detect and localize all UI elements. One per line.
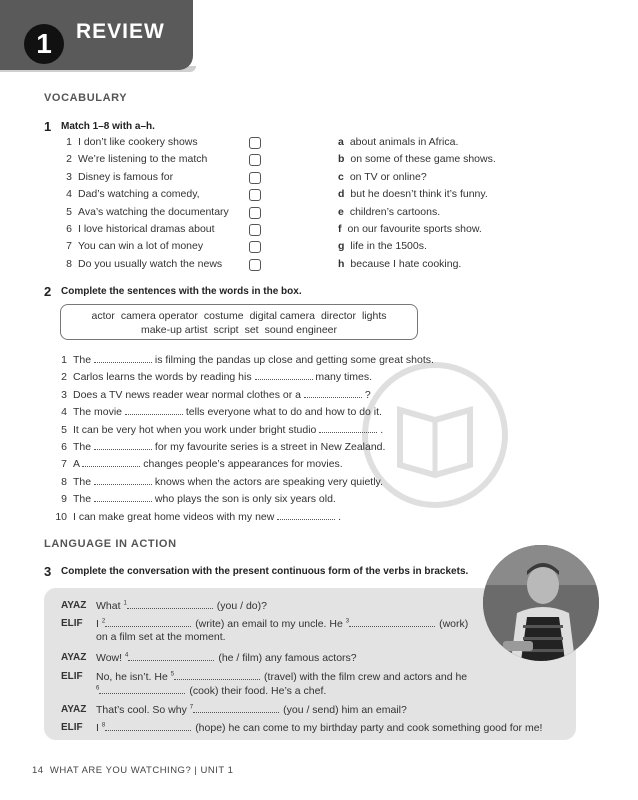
conversation-line-continued bbox=[96, 684, 326, 697]
item-letter: g bbox=[338, 240, 345, 253]
box-word: director bbox=[320, 310, 356, 322]
match-left-item bbox=[60, 171, 173, 183]
conversation-line bbox=[96, 617, 468, 630]
line-text: What bbox=[96, 600, 124, 612]
line-text: Wow! bbox=[96, 652, 125, 664]
answer-checkbox[interactable] bbox=[249, 189, 261, 201]
answer-checkbox[interactable] bbox=[249, 172, 261, 184]
sentence-after: for my favourite series is a street in New Zealand. bbox=[152, 441, 386, 453]
line-text: (write) an email to my uncle. He bbox=[195, 618, 346, 630]
box-word: make-up artist bbox=[140, 324, 208, 336]
sentence-after: . bbox=[335, 510, 342, 523]
box-word: costume bbox=[203, 310, 244, 322]
match-left-item bbox=[60, 240, 203, 252]
sentence-item bbox=[53, 388, 371, 401]
box-word: sound engineer bbox=[264, 324, 338, 336]
gap-number: 3 bbox=[345, 618, 350, 625]
match-right-item bbox=[338, 136, 458, 148]
answer-blank[interactable] bbox=[174, 670, 260, 680]
line-text: (work) bbox=[439, 618, 469, 630]
sentence-item bbox=[53, 457, 343, 470]
exercise-2-instruction: Complete the sentences with the words in the box. bbox=[61, 286, 302, 297]
sentence-item bbox=[53, 405, 382, 418]
answer-blank[interactable] bbox=[125, 405, 183, 415]
answer-blank[interactable] bbox=[319, 423, 377, 433]
sentence-after: . bbox=[377, 423, 384, 436]
box-word: actor bbox=[91, 310, 115, 322]
answer-checkbox[interactable] bbox=[249, 137, 261, 149]
word-box-row-2 bbox=[61, 323, 417, 337]
item-number: 1 bbox=[61, 354, 67, 366]
conversation-line bbox=[96, 703, 407, 716]
exercise-3-instruction: Complete the conversation with the present continuous form of the verbs in brackets. bbox=[61, 566, 469, 577]
line-text: (he / film) any famous actors? bbox=[218, 652, 357, 664]
item-text: Do you usually watch the news bbox=[78, 257, 223, 270]
answer-blank[interactable] bbox=[94, 492, 152, 502]
item-letter: d bbox=[338, 188, 345, 201]
sentence-item bbox=[53, 510, 341, 523]
match-left-item bbox=[60, 206, 229, 218]
line-text: (hope) he can come to my birthday party and cook something good for me! bbox=[195, 722, 543, 734]
exercise-1-instruction: Match 1–8 with a–h. bbox=[61, 121, 155, 132]
item-letter: h bbox=[338, 257, 345, 270]
match-right-item bbox=[338, 188, 488, 200]
item-text: I don’t like cookery shows bbox=[78, 136, 198, 148]
sentence-before: I can make great home videos with my new bbox=[73, 510, 278, 523]
item-number: 10 bbox=[55, 510, 67, 523]
sentence-before: The movie bbox=[73, 406, 125, 419]
item-number: 3 bbox=[61, 388, 67, 401]
item-text: on our favourite sports show. bbox=[347, 223, 482, 235]
item-text: Ava’s watching the documentary bbox=[78, 205, 229, 218]
line-text: (you / do)? bbox=[216, 600, 267, 612]
item-text: You can win a lot of money bbox=[78, 240, 204, 253]
box-word: script bbox=[213, 324, 239, 336]
gap-number: 4 bbox=[124, 652, 129, 659]
box-word: digital camera bbox=[249, 310, 315, 322]
match-right-item bbox=[338, 206, 440, 218]
item-number: 8 bbox=[61, 475, 67, 488]
sentence-after: many times. bbox=[312, 371, 373, 384]
item-text: about animals in Africa. bbox=[349, 136, 459, 148]
speaker-name: AYAZ bbox=[61, 600, 87, 611]
item-number: 7 bbox=[61, 458, 67, 471]
sentence-before: The bbox=[73, 441, 95, 453]
item-letter: e bbox=[338, 205, 344, 218]
item-text: on TV or online? bbox=[349, 170, 427, 183]
line-text: I bbox=[96, 618, 102, 630]
match-left-item bbox=[60, 258, 222, 270]
match-right-item bbox=[338, 223, 482, 235]
sentence-before: It can be very hot when you work under bright studio bbox=[73, 423, 320, 436]
answer-blank[interactable] bbox=[304, 388, 362, 398]
match-left-item bbox=[60, 223, 215, 235]
conversation-line bbox=[96, 721, 542, 734]
conversation-line bbox=[96, 670, 467, 683]
item-number: 7 bbox=[66, 240, 72, 253]
sentence-after: is filming the pandas up close and getting some great shots. bbox=[152, 354, 434, 366]
item-letter: a bbox=[338, 136, 344, 148]
item-text: on some of these game shows. bbox=[350, 153, 496, 166]
item-number: 9 bbox=[61, 493, 67, 506]
sentence-after: who plays the son is only six years old. bbox=[152, 493, 336, 506]
answer-blank[interactable] bbox=[105, 617, 191, 627]
sentence-item bbox=[53, 370, 372, 383]
vocabulary-heading: VOCABULARY bbox=[44, 92, 128, 104]
line-text: (cook) their food. He’s a chef. bbox=[189, 685, 327, 697]
sentence-after: changes people’s appearances for movies. bbox=[140, 458, 343, 471]
footer-text: WHAT ARE YOU WATCHING? | UNIT 1 bbox=[49, 765, 234, 776]
item-number: 4 bbox=[61, 406, 67, 419]
answer-blank[interactable] bbox=[99, 684, 185, 694]
answer-blank[interactable] bbox=[94, 353, 152, 363]
box-word: set bbox=[244, 324, 259, 336]
gap-number: 2 bbox=[101, 618, 106, 625]
match-left-item bbox=[60, 136, 198, 148]
sentence-before: The bbox=[73, 493, 95, 506]
unit-number: 1 bbox=[24, 24, 64, 64]
item-number: 2 bbox=[61, 371, 67, 384]
answer-blank[interactable] bbox=[105, 721, 191, 731]
line-text: That’s cool. So why bbox=[96, 704, 190, 716]
box-word: lights bbox=[361, 310, 387, 322]
item-letter: c bbox=[338, 170, 344, 183]
answer-blank[interactable] bbox=[193, 703, 279, 713]
line-text: No, he isn’t. He bbox=[96, 671, 171, 683]
word-box bbox=[60, 304, 418, 340]
line-text: (travel) with the film crew and actors and he bbox=[264, 671, 468, 683]
item-number: 6 bbox=[66, 223, 72, 235]
item-letter: b bbox=[338, 153, 345, 166]
item-number: 6 bbox=[61, 441, 67, 453]
item-text: because I hate cooking. bbox=[350, 257, 462, 270]
answer-blank[interactable] bbox=[349, 617, 435, 627]
exercise-3-number: 3 bbox=[44, 564, 52, 579]
answer-checkbox[interactable] bbox=[249, 259, 261, 271]
sentence-before: The bbox=[73, 475, 95, 488]
item-number: 5 bbox=[61, 423, 67, 436]
conversation-line-continued: on a film set at the moment. bbox=[96, 631, 226, 643]
answer-checkbox[interactable] bbox=[249, 207, 261, 219]
answer-blank[interactable] bbox=[94, 440, 152, 450]
exercise-2-number: 2 bbox=[44, 284, 52, 299]
item-text: We’re listening to the match bbox=[78, 153, 208, 166]
item-text: Disney is famous for bbox=[78, 170, 174, 183]
speaker-name: AYAZ bbox=[61, 652, 87, 663]
answer-blank[interactable] bbox=[127, 599, 213, 609]
match-right-item bbox=[338, 258, 461, 270]
speaker-name: ELIF bbox=[61, 618, 83, 629]
language-in-action-heading: LANGUAGE IN ACTION bbox=[44, 538, 177, 550]
sentence-before: Carlos learns the words by reading his bbox=[73, 371, 255, 384]
gap-number: 5 bbox=[170, 671, 175, 678]
speaker-name: ELIF bbox=[61, 722, 83, 733]
review-title: REVIEW bbox=[76, 20, 165, 43]
word-box-row-1 bbox=[61, 309, 417, 323]
item-text: Dad’s watching a comedy, bbox=[78, 188, 200, 201]
match-right-item bbox=[338, 153, 496, 165]
page-footer bbox=[32, 765, 233, 776]
page-number: 14 bbox=[32, 765, 44, 776]
gap-number: 1 bbox=[123, 600, 127, 607]
exercise-1-number: 1 bbox=[44, 119, 52, 134]
answer-checkbox[interactable] bbox=[249, 154, 261, 166]
sentence-before: Does a TV news reader wear normal clothes or a bbox=[73, 388, 304, 401]
item-text: but he doesn’t think it’s funny. bbox=[350, 188, 488, 201]
item-number: 1 bbox=[66, 136, 72, 148]
sentence-after: tells everyone what to do and how to do it. bbox=[182, 406, 382, 419]
sentence-before: A bbox=[73, 458, 83, 471]
item-text: children’s cartoons. bbox=[349, 205, 441, 218]
speaker-name: ELIF bbox=[61, 671, 83, 682]
item-text: I love historical dramas about bbox=[78, 223, 215, 235]
gap-number: 6 bbox=[96, 685, 100, 692]
line-text: I bbox=[96, 722, 102, 734]
gap-number: 7 bbox=[189, 704, 194, 711]
answer-checkbox[interactable] bbox=[249, 241, 261, 253]
match-right-item bbox=[338, 171, 427, 183]
match-right-item bbox=[338, 240, 427, 252]
item-text: life in the 1500s. bbox=[350, 240, 427, 253]
line-text: (you / send) him an email? bbox=[283, 704, 407, 716]
box-word: camera operator bbox=[120, 310, 198, 322]
answer-blank[interactable] bbox=[82, 457, 140, 467]
match-left-item bbox=[60, 153, 207, 165]
sentence-item bbox=[53, 475, 383, 488]
answer-blank[interactable] bbox=[128, 651, 214, 661]
chef-photo bbox=[483, 545, 599, 661]
conversation-line bbox=[96, 651, 357, 664]
answer-blank[interactable] bbox=[255, 370, 313, 380]
sentence-after: ? bbox=[361, 388, 371, 401]
sentence-item bbox=[53, 440, 385, 453]
gap-number: 8 bbox=[101, 722, 106, 729]
conversation-line bbox=[96, 599, 267, 612]
answer-checkbox[interactable] bbox=[249, 224, 261, 236]
answer-blank[interactable] bbox=[277, 510, 335, 520]
match-left-item bbox=[60, 188, 200, 200]
sentence-item bbox=[53, 423, 383, 436]
answer-blank[interactable] bbox=[94, 475, 152, 485]
item-number: 8 bbox=[66, 257, 72, 270]
item-number: 2 bbox=[66, 153, 72, 166]
item-letter: f bbox=[338, 223, 342, 235]
item-number: 5 bbox=[66, 205, 72, 218]
sentence-item bbox=[53, 353, 434, 366]
speaker-name: AYAZ bbox=[61, 704, 87, 715]
item-number: 3 bbox=[66, 170, 72, 183]
sentence-after: knows when the actors are speaking very quietly. bbox=[152, 475, 383, 488]
item-number: 4 bbox=[66, 188, 72, 201]
sentence-before: The bbox=[73, 354, 95, 366]
sentence-item bbox=[53, 492, 336, 505]
